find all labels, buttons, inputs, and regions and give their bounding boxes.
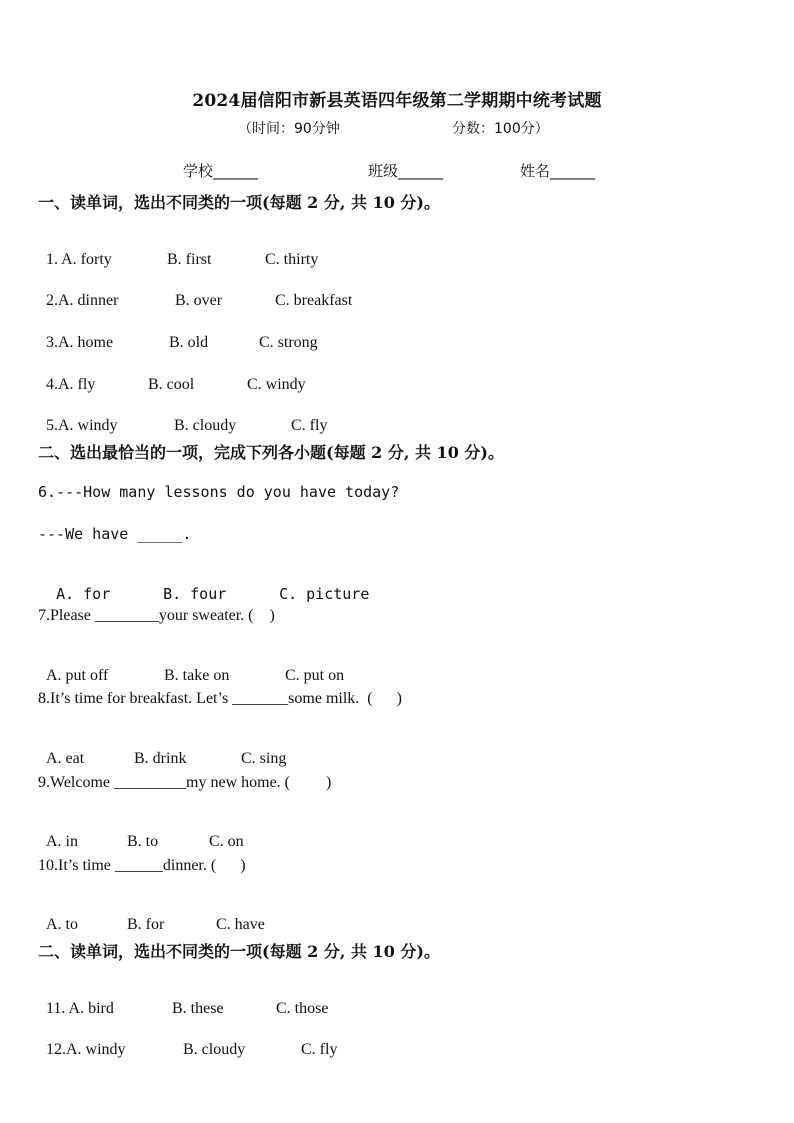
option-c: C. thirty <box>265 251 319 268</box>
answer-line: ---We have _____. <box>38 525 192 543</box>
question-item <box>38 399 327 435</box>
option-c: C. put on <box>285 667 345 684</box>
question-item <box>38 274 352 310</box>
question-item <box>38 233 318 269</box>
option-c: C. on <box>209 833 244 850</box>
question-item <box>38 316 318 352</box>
option-c: C. sing <box>241 750 287 767</box>
options-row <box>38 567 369 603</box>
options-row <box>38 649 344 685</box>
options-row <box>38 815 244 851</box>
option-a: A. in <box>46 833 78 850</box>
option-b: B. cloudy <box>174 417 237 434</box>
option-b: B. cool <box>148 376 195 393</box>
class-field: 班级______ <box>368 162 444 180</box>
option-c: C. strong <box>259 334 318 351</box>
question-number: 2.A. dinner <box>46 292 119 309</box>
section-heading: 二、选出最恰当的一项，完成下列各小题(每题 2 分, 共 10 分)。 <box>38 443 504 462</box>
options-row <box>38 898 265 934</box>
section-heading: 二、读单词，选出不同类的一项(每题 2 分, 共 10 分)。 <box>38 942 440 961</box>
option-c: C. those <box>276 1000 329 1017</box>
question-stem: 6.---How many lessons do you have today? <box>38 483 400 501</box>
option-c: C. have <box>216 916 265 933</box>
question-number: 1. A. forty <box>46 251 112 268</box>
school-field: 学校______ <box>183 162 259 180</box>
exam-score: 分数：100分） <box>452 121 549 137</box>
option-c: C. fly <box>291 417 328 434</box>
exam-title: 2024届信阳市新县英语四年级第二学期期中统考试题 <box>192 91 602 111</box>
question-stem: 10.It’s time ______dinner. ( ) <box>38 857 246 874</box>
exam-time: （时间：90分钟 <box>238 121 340 137</box>
question-stem: 8.It’s time for breakfast. Let’s _______some milk. ( ) <box>38 690 402 707</box>
option-a: A. to <box>46 916 78 933</box>
question-number: 4.A. fly <box>46 376 96 393</box>
section-heading: 一、读单词，选出不同类的一项(每题 2 分, 共 10 分)。 <box>38 193 440 212</box>
option-b: B. these <box>172 1000 224 1017</box>
option-b: B. old <box>169 334 209 351</box>
option-b: B. for <box>127 916 165 933</box>
options-row <box>38 732 286 768</box>
option-c: C. picture <box>279 585 370 603</box>
name-field: 姓名______ <box>520 162 596 180</box>
question-number: 12.A. windy <box>46 1041 126 1058</box>
question-number: 11. A. bird <box>46 1000 114 1017</box>
question-number: 3.A. home <box>46 334 114 351</box>
option-c: C. breakfast <box>275 292 353 309</box>
question-item <box>38 1023 337 1059</box>
option-b: B. over <box>175 292 223 309</box>
option-a: A. eat <box>46 750 85 767</box>
option-b: B. take on <box>164 667 230 684</box>
option-c: C. fly <box>301 1041 338 1058</box>
question-stem: 9.Welcome _________my new home. ( ) <box>38 774 332 791</box>
option-b: B. first <box>167 251 212 268</box>
option-a: A. for <box>56 585 111 603</box>
question-stem: 7.Please ________your sweater. ( ) <box>38 607 275 624</box>
option-a: A. put off <box>46 667 109 684</box>
option-c: C. windy <box>247 376 306 393</box>
option-b: B. cloudy <box>183 1041 246 1058</box>
question-item <box>38 982 328 1018</box>
question-item <box>38 358 306 394</box>
option-b: B. drink <box>134 750 187 767</box>
question-number: 5.A. windy <box>46 417 118 434</box>
option-b: B. to <box>127 833 159 850</box>
option-b: B. four <box>163 585 227 603</box>
